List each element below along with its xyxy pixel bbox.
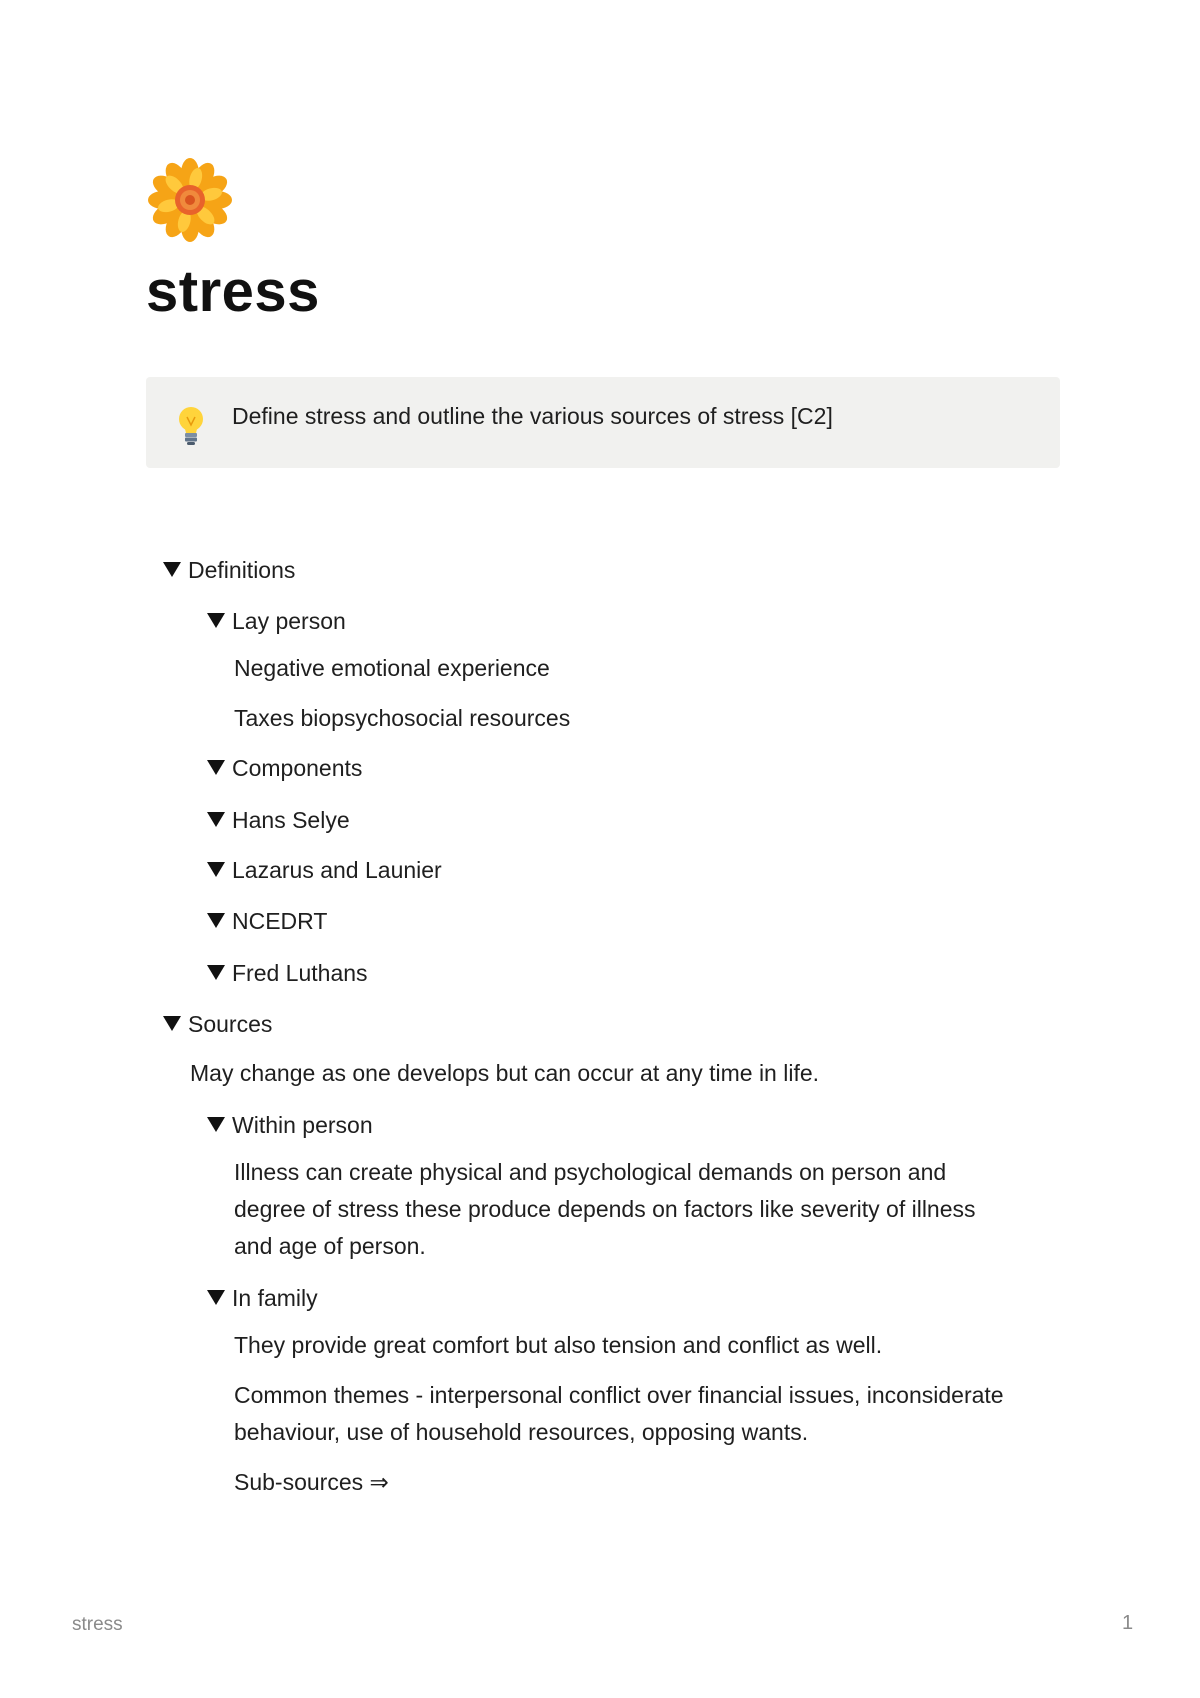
triangle-down-icon[interactable]: [207, 913, 225, 928]
toggle-label: In family: [232, 1285, 318, 1311]
page-number: 1: [1122, 1612, 1134, 1634]
triangle-down-icon[interactable]: [163, 1016, 181, 1031]
text-line: May change as one develops but can occur at any time in life.: [190, 1060, 820, 1086]
toggle-definitions[interactable]: [163, 556, 295, 584]
text-line: and age of person.: [234, 1233, 426, 1259]
sunflower-icon: [148, 158, 232, 242]
triangle-down-icon[interactable]: [207, 1117, 225, 1132]
footer-doc-name: stress: [72, 1614, 123, 1635]
toggle-within-person[interactable]: [207, 1111, 373, 1139]
toggle-label: Lazarus and Launier: [232, 857, 442, 883]
triangle-down-icon[interactable]: [207, 1290, 225, 1305]
toggle-sources[interactable]: [163, 1010, 272, 1038]
lightbulb-icon: [174, 405, 208, 447]
sub-sources-link[interactable]: Sub-sources ⇒: [234, 1469, 389, 1495]
toggle-label: Lay person: [232, 608, 346, 634]
text-line: Negative emotional experience: [234, 655, 550, 681]
toggle-label: Definitions: [188, 557, 296, 583]
text-line: degree of stress these produce depends on factors like severity of illness: [234, 1196, 976, 1222]
toggle-lay-person[interactable]: [207, 607, 346, 635]
toggle-in-family[interactable]: [207, 1284, 318, 1312]
toggle-ncedrt[interactable]: [207, 907, 327, 935]
toggle-label: Sources: [188, 1011, 273, 1037]
text-line: They provide great comfort but also tension and conflict as well.: [234, 1332, 883, 1358]
toggle-hans-selye[interactable]: [207, 806, 350, 834]
triangle-down-icon[interactable]: [207, 862, 225, 877]
text-line: behaviour, use of household resources, opposing wants.: [234, 1419, 809, 1445]
toggle-lazarus-and-launier[interactable]: [207, 856, 442, 884]
toggle-fred-luthans[interactable]: [207, 959, 368, 987]
text-line: Illness can create physical and psychological demands on person and: [234, 1159, 947, 1185]
text-line: Taxes biopsychosocial resources: [234, 705, 571, 731]
toggle-label: Components: [232, 755, 363, 781]
toggle-label: Within person: [232, 1112, 373, 1138]
triangle-down-icon[interactable]: [207, 965, 225, 980]
triangle-down-icon[interactable]: [207, 613, 225, 628]
toggle-label: Fred Luthans: [232, 960, 368, 986]
callout-text: Define stress and outline the various sources of stress [C2]: [232, 403, 833, 429]
triangle-down-icon[interactable]: [207, 812, 225, 827]
toggle-label: Hans Selye: [232, 807, 350, 833]
text-line: Common themes - interpersonal conflict over financial issues, inconsiderate: [234, 1382, 1004, 1408]
page-title: stress: [146, 259, 320, 324]
toggle-label: NCEDRT: [232, 908, 328, 934]
triangle-down-icon[interactable]: [207, 760, 225, 775]
callout-block: [146, 377, 1060, 468]
triangle-down-icon[interactable]: [163, 562, 181, 577]
toggle-components[interactable]: [207, 754, 362, 782]
